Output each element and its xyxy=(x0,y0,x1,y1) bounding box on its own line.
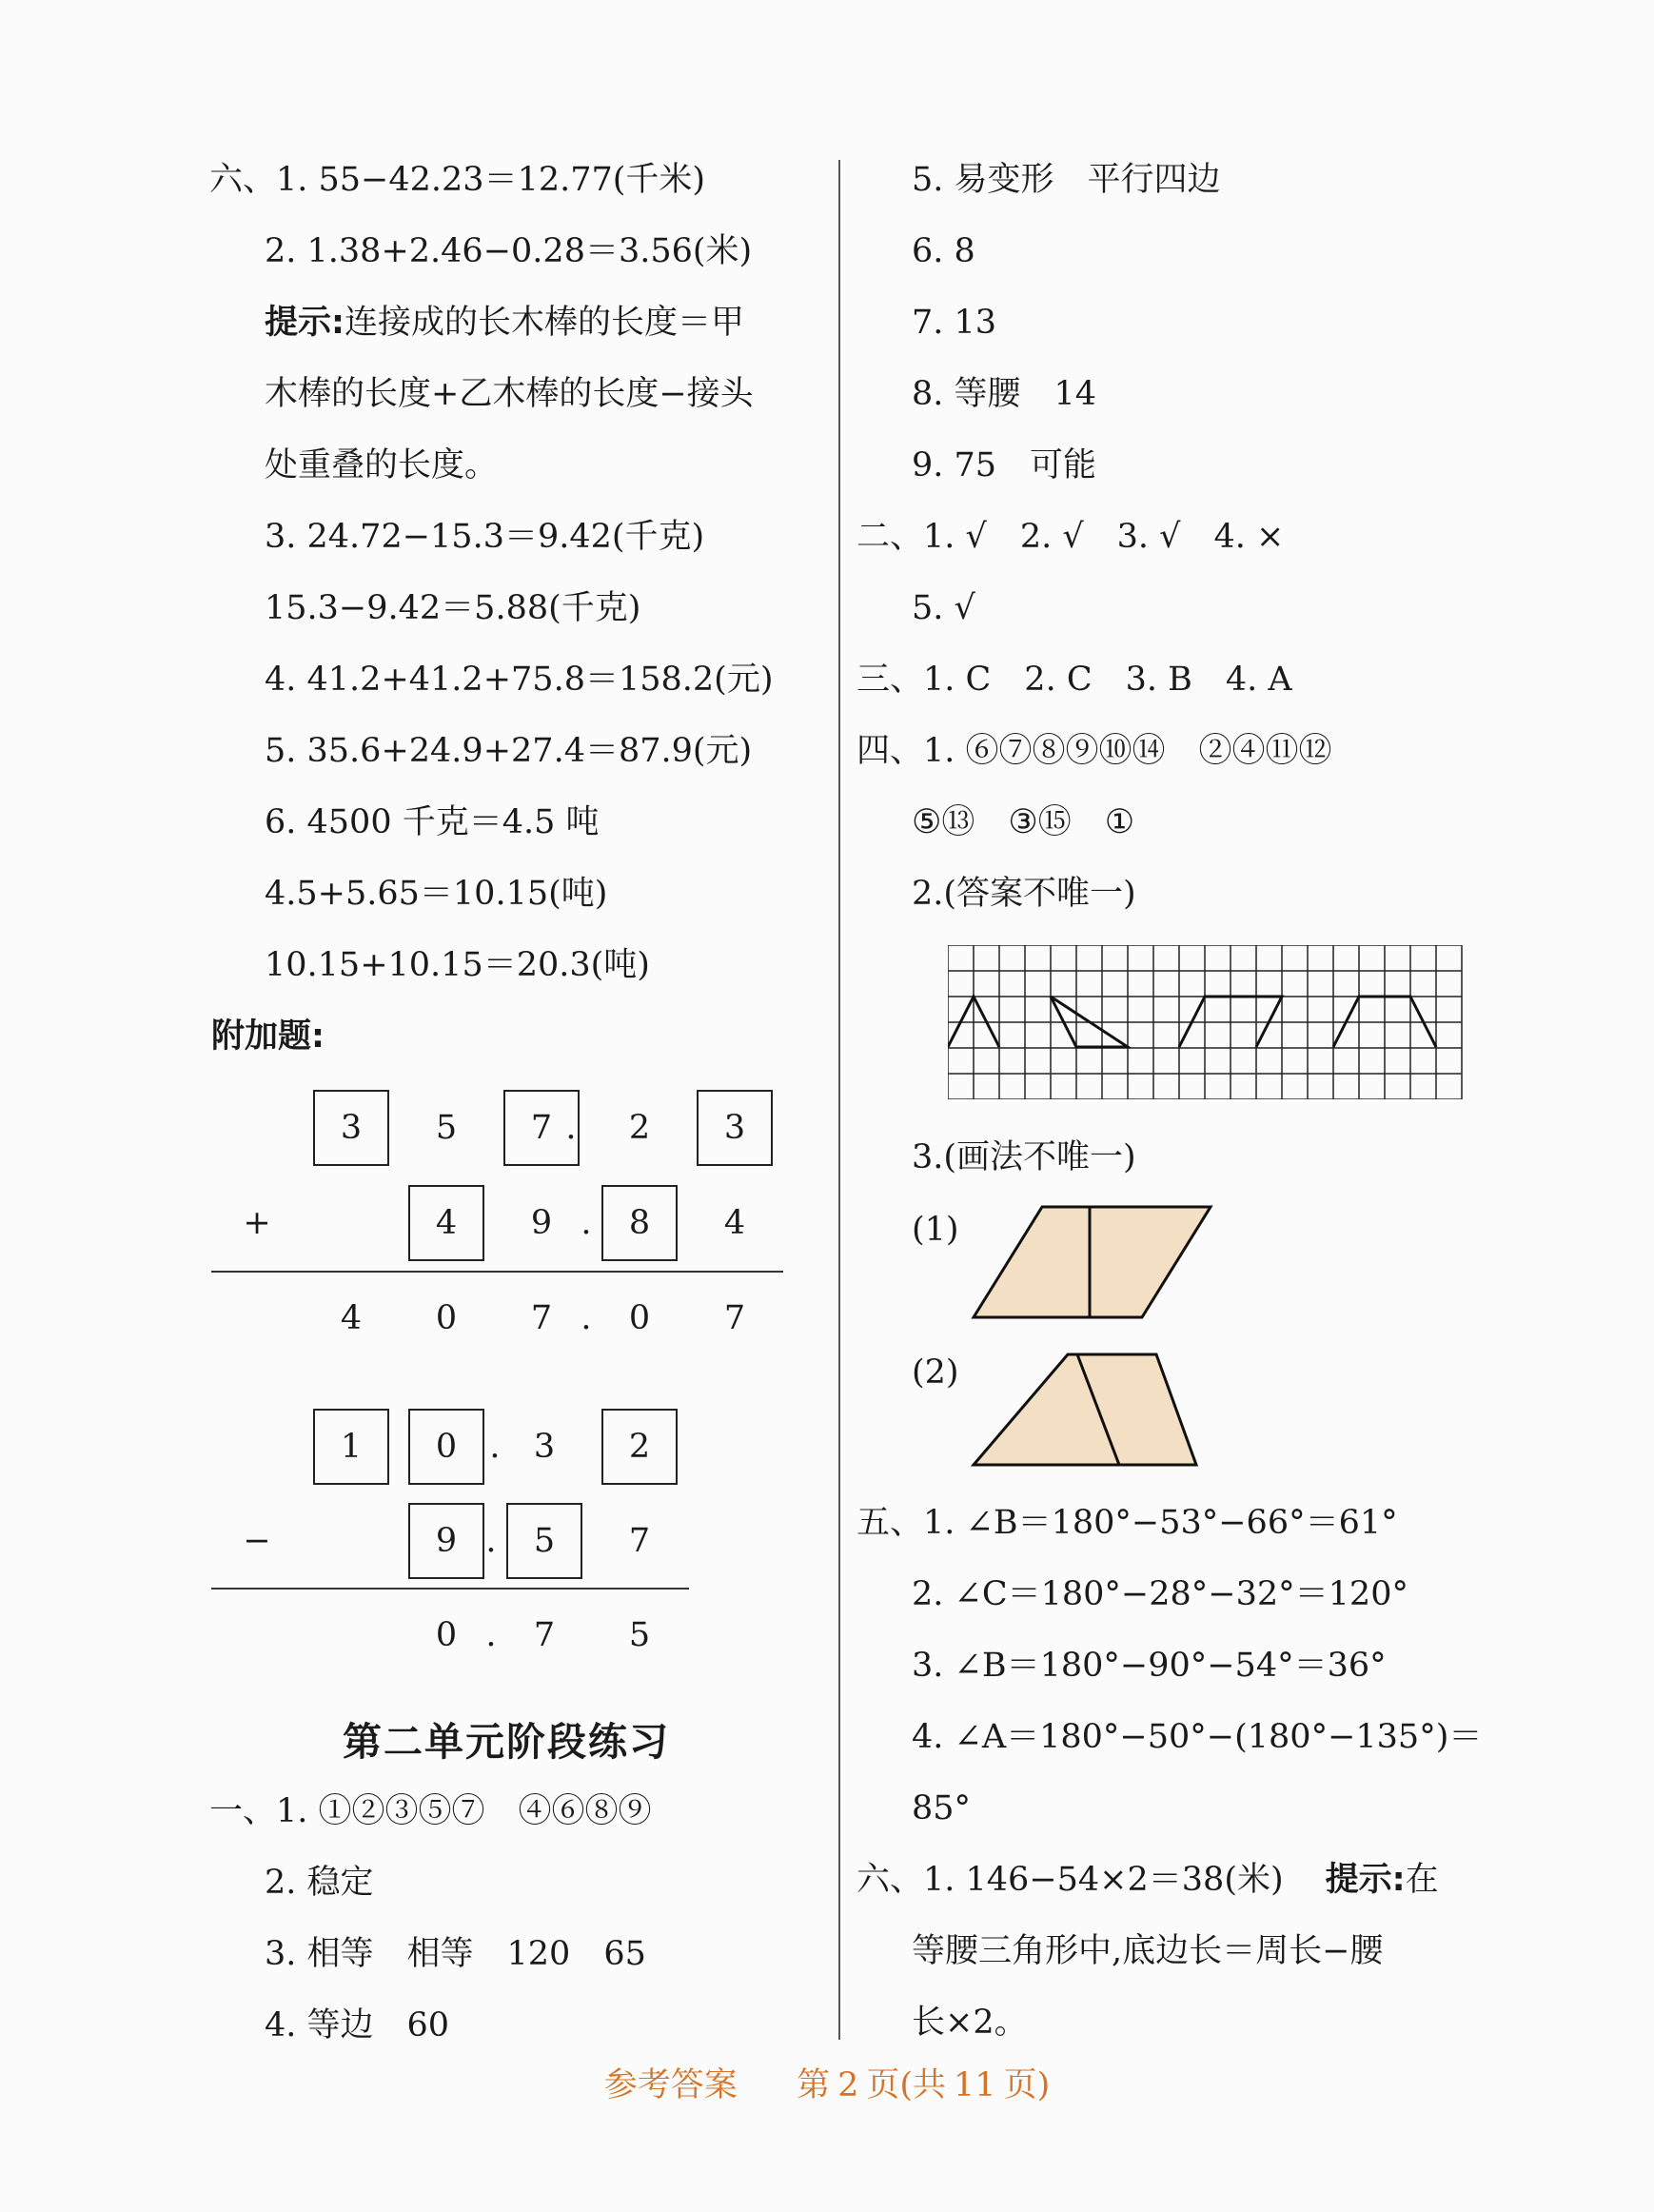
hint-label: 提示: xyxy=(1325,1861,1406,1899)
answer-line: 一、1. ①②③⑤⑦ ④⑥⑧⑨ xyxy=(209,1792,652,1830)
digit: 0 xyxy=(435,1616,458,1654)
answer-line: 85° xyxy=(912,1789,972,1827)
page-footer xyxy=(0,2059,1654,2106)
hint-line: 木棒的长度+乙木棒的长度−接头 xyxy=(265,375,754,413)
digit: 8 xyxy=(628,1204,651,1242)
figure-label: (2) xyxy=(912,1353,959,1392)
digit: 0 xyxy=(435,1428,458,1466)
sum-line xyxy=(211,1271,783,1273)
answer-line: 三、1. C 2. C 3. B 4. A xyxy=(857,661,1292,699)
answer-line: 四、1. ⑥⑦⑧⑨⑩⑭ ②④⑪⑫ xyxy=(857,732,1332,770)
digit: 2 xyxy=(628,1109,651,1147)
column-divider xyxy=(838,160,840,2040)
answer-line: 五、1. ∠B＝180°−53°−66°＝61° xyxy=(857,1504,1398,1542)
digit: 0 xyxy=(435,1299,458,1337)
decimal-point: . xyxy=(581,1299,592,1337)
hint-label: 提示: xyxy=(265,304,345,342)
answer-line: 4. 等边 60 xyxy=(265,2006,450,2044)
digit: 7 xyxy=(533,1616,556,1654)
answer-line: 3. 24.72−15.3＝9.42(千克) xyxy=(265,518,705,556)
digit: 9 xyxy=(435,1522,458,1560)
digit: 4 xyxy=(340,1299,363,1337)
answer-line: 6. 4500 千克＝4.5 吨 xyxy=(265,803,600,841)
decimal-point: . xyxy=(485,1616,497,1654)
answer-line: 3. 相等 相等 120 65 xyxy=(265,1935,646,1973)
plus-sign: + xyxy=(243,1204,271,1242)
digit: 7 xyxy=(628,1522,651,1560)
answer-line: ⑤⑬ ③⑮ ① xyxy=(912,803,1135,841)
hint-line: 长×2。 xyxy=(912,2004,1028,2042)
decimal-point: . xyxy=(565,1109,577,1147)
difference-line xyxy=(211,1588,689,1590)
draw-note: 3.(画法不唯一) xyxy=(912,1138,1136,1176)
decimal-point: . xyxy=(489,1428,501,1466)
answer-line: 2. 稳定 xyxy=(265,1864,374,1902)
answer-line: 4.5+5.65＝10.15(吨) xyxy=(265,875,608,913)
extra-question-label: 附加题: xyxy=(211,1017,325,1056)
answer-line: 3. ∠B＝180°−90°−54°＝36° xyxy=(912,1647,1387,1685)
minus-sign: − xyxy=(243,1522,271,1560)
digit: 7 xyxy=(723,1299,746,1337)
answer-text: 六、1. 146−54×2＝38(米) xyxy=(857,1861,1284,1899)
hint-line xyxy=(265,300,744,346)
hint-text: 在 xyxy=(1405,1861,1439,1899)
unit-title: 第二单元阶段练习 xyxy=(343,1719,670,1765)
answer-line: 7. 13 xyxy=(912,304,997,342)
digit: 5 xyxy=(533,1522,556,1560)
answer-line: 5. 易变形 平行四边 xyxy=(912,161,1221,199)
answer-line: 5. √ xyxy=(912,589,975,627)
decimal-point: . xyxy=(485,1522,497,1560)
answer-line: 2. ∠C＝180°−28°−32°＝120° xyxy=(912,1575,1408,1613)
digit: 0 xyxy=(628,1299,651,1337)
digit: 9 xyxy=(530,1204,553,1242)
parallelogram-figure xyxy=(971,1204,1213,1320)
figure-label: (1) xyxy=(912,1211,959,1249)
grid-figure xyxy=(948,945,1464,1099)
footer-page-suffix: 页) xyxy=(1003,2066,1051,2104)
trapezoid-figure xyxy=(971,1352,1199,1468)
digit: 7 xyxy=(530,1299,553,1337)
answer-line: 二、1. √ 2. √ 3. √ 4. × xyxy=(857,518,1285,556)
footer-page-mid: 页(共 xyxy=(866,2066,947,2104)
hint-line: 等腰三角形中,底边长＝周长−腰 xyxy=(912,1932,1384,1970)
digit: 4 xyxy=(723,1204,746,1242)
digit: 3 xyxy=(533,1428,556,1466)
answer-line: 9. 75 可能 xyxy=(912,446,1097,484)
digit: 3 xyxy=(723,1109,746,1147)
page-number: 2 xyxy=(837,2066,859,2104)
digit: 3 xyxy=(340,1109,363,1147)
hint-line: 处重叠的长度。 xyxy=(265,446,499,484)
decimal-point: . xyxy=(581,1204,592,1242)
digit: 1 xyxy=(340,1428,363,1466)
answer-line: 2.(答案不唯一) xyxy=(912,875,1136,913)
answer-line: 6. 8 xyxy=(912,232,975,270)
digit: 2 xyxy=(628,1428,651,1466)
digit: 5 xyxy=(435,1109,458,1147)
answer-line: 六、1. 55−42.23＝12.77(千米) xyxy=(209,161,706,199)
footer-page-prefix: 第 xyxy=(797,2066,831,2104)
hint-text: 连接成的长木棒的长度＝甲 xyxy=(345,304,745,342)
footer-label: 参考答案 xyxy=(603,2066,738,2104)
answer-line: 5. 35.6+24.9+27.4＝87.9(元) xyxy=(265,732,753,770)
answer-line: 4. ∠A＝180°−50°−(180°−135°)＝ xyxy=(912,1718,1483,1756)
answer-line: 15.3−9.42＝5.88(千克) xyxy=(265,589,641,627)
digit: 7 xyxy=(530,1109,553,1147)
answer-line: 10.15+10.15＝20.3(吨) xyxy=(265,946,650,984)
answer-line: 4. 41.2+41.2+75.8＝158.2(元) xyxy=(265,661,774,699)
digit: 4 xyxy=(435,1204,458,1242)
total-pages: 11 xyxy=(954,2066,996,2104)
digit: 5 xyxy=(628,1616,651,1654)
answer-line: 2. 1.38+2.46−0.28＝3.56(米) xyxy=(265,232,753,270)
answer-line: 8. 等腰 14 xyxy=(912,375,1097,413)
answer-line xyxy=(857,1857,1439,1903)
